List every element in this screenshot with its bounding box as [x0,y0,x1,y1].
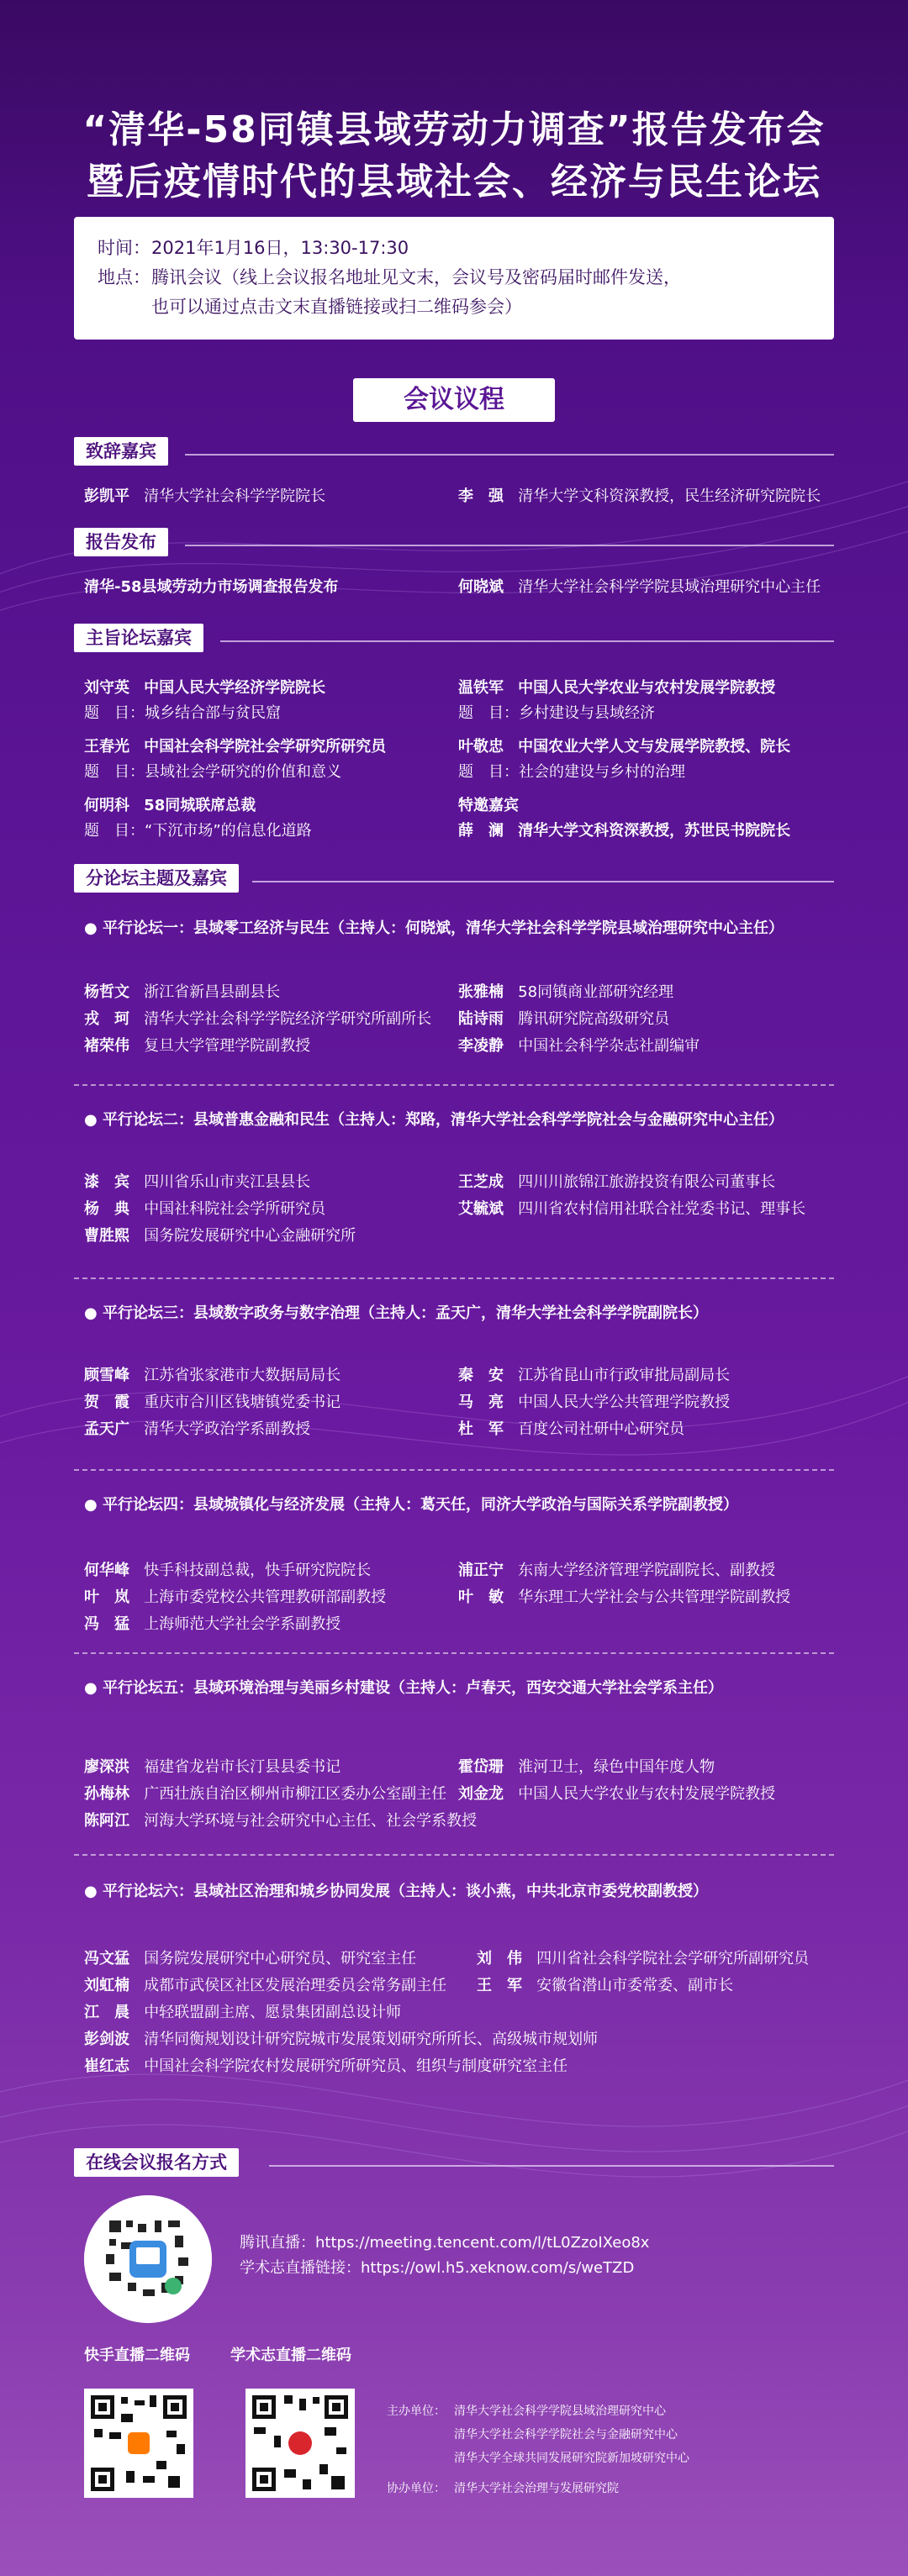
forum-divider [74,1652,834,1654]
forum-guest: 冯文猛 国务院发展研究中心研究员、研究室主任 [84,1950,417,1968]
forum-guest: 霍岱珊 淮河卫士，绿色中国年度人物 [458,1758,715,1776]
forum-guest: 彭剑波 清华同衡规划设计研究院城市发展策划研究所所长、高级城市规划师 [84,2031,599,2048]
forum-divider [74,1277,834,1279]
forum-heading: ● 平行论坛四：县域城镇化与经济发展（主持人：葛天任，同济大学政治与国际关系学院副教授） [84,1496,738,1514]
co-organizer-label: 协办单位： [387,2482,446,2495]
forum-guest: 褚荣伟 复旦大学管理学院副教授 [84,1037,311,1055]
forum-divider [74,1469,834,1471]
forum-guest: 秦 安 江苏省昆山市行政审批局副局长 [458,1367,731,1384]
forum-guest: 崔红志 中国社会科学院农村发展研究所研究员、组织与制度研究室主任 [84,2057,568,2075]
xueshuzhi-qr-label: 学术志直播二维码 [230,2347,351,2364]
forum-guest: 孟天广 清华大学政治学系副教授 [84,1420,311,1438]
forum-heading: ● 平行论坛一：县域零工经济与民生（主持人：何晓斌，清华大学社会科学学院县域治理研究中心主任） [84,919,784,937]
section-report: 报告发布 [74,528,168,556]
section-divider [269,2165,834,2167]
forum-heading: ● 平行论坛五：县域环境治理与美丽乡村建设（主持人：卢春天，西安交通大学社会学系主任） [84,1679,723,1697]
forum-guest: 江 晨 中轻联盟副主席、愿景集团副总设计师 [84,2004,402,2021]
special-guest-label: 特邀嘉宾 [458,797,519,814]
xueshuzhi-qr-code[interactable] [245,2389,355,2498]
forum-guest: 艾毓斌 四川省农村信用社联合社党委书记、理事长 [458,1200,806,1218]
forum-guest: 叶 岚 上海市委党校公共管理教研部副教授 [84,1588,387,1606]
time-label: 时间： [98,238,150,258]
forum-guest: 刘虹楠 成都市武侯区社区发展治理委员会常务副主任 [84,1977,447,1994]
forum-guest: 杨哲文 浙江省新昌县副县长 [84,983,281,1001]
forum-guest: 张雅楠 58同镇商业部研究经理 [458,983,674,1001]
place-line2: 也可以通过点击文末直播链接或扫二维码参会） [151,297,522,317]
forum-guest: 戎 珂 清华大学社会科学学院经济学研究所副所长 [84,1010,432,1028]
section-divider [185,545,834,546]
forum-guest: 陈阿江 河海大学环境与社会研究中心主任、社会学系教授 [84,1812,478,1830]
co-organizer-unit: 清华大学社会治理与发展研究院 [454,2482,619,2495]
forum-guest: 陆诗雨 腾讯研究院高级研究员 [458,1010,670,1028]
forum-guest: 顾雪峰 江苏省张家港市大数据局局长 [84,1367,341,1384]
host-unit: 清华大学社会科学学院县域治理研究中心 [454,2405,666,2418]
host-unit: 清华大学社会科学学院社会与金融研究中心 [454,2428,678,2442]
section-divider [252,881,834,882]
host-unit: 清华大学全球共同发展研究院新加坡研究中心 [454,2452,689,2465]
section-online: 在线会议报名方式 [74,2148,239,2177]
welcome-speaker: 李 强 清华大学文科资深教授，民生经济研究院院长 [458,487,821,505]
keynote-speaker: 叶敬忠 中国农业大学人文与发展学院教授、院长 [458,738,791,756]
forum-guest: 何华峰 快手科技副总裁，快手研究院院长 [84,1562,372,1579]
forum-guest: 王 军 安徽省潜山市委常委、副市长 [477,1977,734,1994]
forum-guest: 马 亮 中国人民大学公共管理学院教授 [458,1393,731,1411]
report-item: 清华-58县域劳动力市场调查报告发布 [84,578,339,596]
forum-guest: 王芝成 四川川旅锦江旅游投资有限公司董事长 [458,1173,776,1191]
qr-pattern-icon [245,2389,355,2498]
tencent-live-link[interactable]: 腾讯直播：https://meeting.tencent.com/l/tL0ZzoIXeo8x [240,2234,650,2252]
forum-guest: 曹胜熙 国务院发展研究中心金融研究所 [84,1227,356,1245]
forum-guest: 浦正宁 东南大学经济管理学院副院长、副教授 [458,1562,776,1579]
forum-guest: 刘 伟 四川省社会科学院社会学研究所副研究员 [477,1950,810,1968]
forum-guest: 杜 军 百度公司社研中心研究员 [458,1420,685,1438]
section-forums: 分论坛主题及嘉宾 [74,864,239,893]
page-title-line2: 暨后疫情时代的县域社会、经济与民生论坛 [87,161,821,203]
keynote-speaker: 王春光 中国社会科学院社会学研究所研究员 [84,738,387,756]
keynote-topic: 题 目：县域社会学研究的价值和意义 [84,763,341,781]
forum-guest: 冯 猛 上海师范大学社会学系副教授 [84,1615,341,1633]
forum-guest: 贺 霞 重庆市合川区钱塘镇党委书记 [84,1393,341,1411]
keynote-speaker: 何明科 58同城联席总裁 [84,797,256,814]
place-line1: 腾讯会议（线上会议报名地址见文末，会议号及密码届时邮件发送， [151,267,681,287]
report-speaker: 何晓斌 清华大学社会科学学院县域治理研究中心主任 [458,578,821,596]
forum-guest: 孙梅林 广西壮族自治区柳州市柳江区委办公室副主任 [84,1785,447,1803]
keynote-topic: 题 目：“下沉市场”的信息化道路 [84,822,312,840]
event-info-box [74,217,834,340]
keynote-topic: 题 目：乡村建设与县域经济 [458,704,655,722]
welcome-speaker: 彭凯平 清华大学社会科学学院院长 [84,487,326,505]
registration-qr-code[interactable] [84,2195,212,2323]
keynote-topic: 题 目：城乡结合部与贫民窟 [84,704,281,722]
kuaishou-qr-code[interactable] [84,2389,193,2498]
keynote-speaker: 温铁军 中国人民大学农业与农村发展学院教授 [458,679,776,697]
forum-guest: 杨 典 中国社科院社会学所研究员 [84,1200,326,1218]
qr-pattern-icon [84,2195,212,2323]
section-divider [220,640,834,642]
keynote-speaker: 刘守英 中国人民大学经济学院院长 [84,679,326,697]
forum-heading: ● 平行论坛三：县域数字政务与数字治理（主持人：孟天广，清华大学社会科学学院副院长） [84,1304,708,1322]
forum-guest: 刘金龙 中国人民大学农业与农村发展学院教授 [458,1785,776,1803]
time-value: 2021年1月16日，13:30-17:30 [151,238,409,258]
host-label: 主办单位： [387,2405,446,2418]
keynote-topic: 题 目：社会的建设与乡村的治理 [458,763,685,781]
section-divider [185,454,834,456]
qr-pattern-icon [84,2389,193,2498]
forum-heading: ● 平行论坛六：县域社区治理和城乡协同发展（主持人：谈小燕，中共北京市委党校副教授） [84,1883,708,1900]
forum-guest: 叶 敏 华东理工大学社会与公共管理学院副教授 [458,1588,791,1606]
forum-heading: ● 平行论坛二：县域普惠金融和民生（主持人：郑路，清华大学社会科学学院社会与金融研究中心主任） [84,1111,784,1129]
section-keynote: 主旨论坛嘉宾 [74,624,203,652]
xueshuzhi-live-link[interactable]: 学术志直播链接：https://owl.h5.xeknow.com/s/weTZD [240,2259,635,2277]
forum-guest: 李凌静 中国社会科学杂志社副编审 [458,1037,700,1055]
agenda-title: 会议议程 [353,378,555,422]
page-title-line1: “清华-58同镇县域劳动力调查”报告发布会 [82,108,826,151]
keynote-speaker: 薛 澜 清华大学文科资深教授，苏世民书院院长 [458,822,791,840]
kuaishou-qr-label: 快手直播二维码 [84,2347,190,2364]
place-label: 地点： [98,267,150,287]
forum-divider [74,1854,834,1856]
section-welcome: 致辞嘉宾 [74,437,168,466]
forum-divider [74,1084,834,1086]
forum-guest: 廖深洪 福建省龙岩市长汀县县委书记 [84,1758,341,1776]
forum-guest: 漆 宾 四川省乐山市夹江县县长 [84,1173,311,1191]
